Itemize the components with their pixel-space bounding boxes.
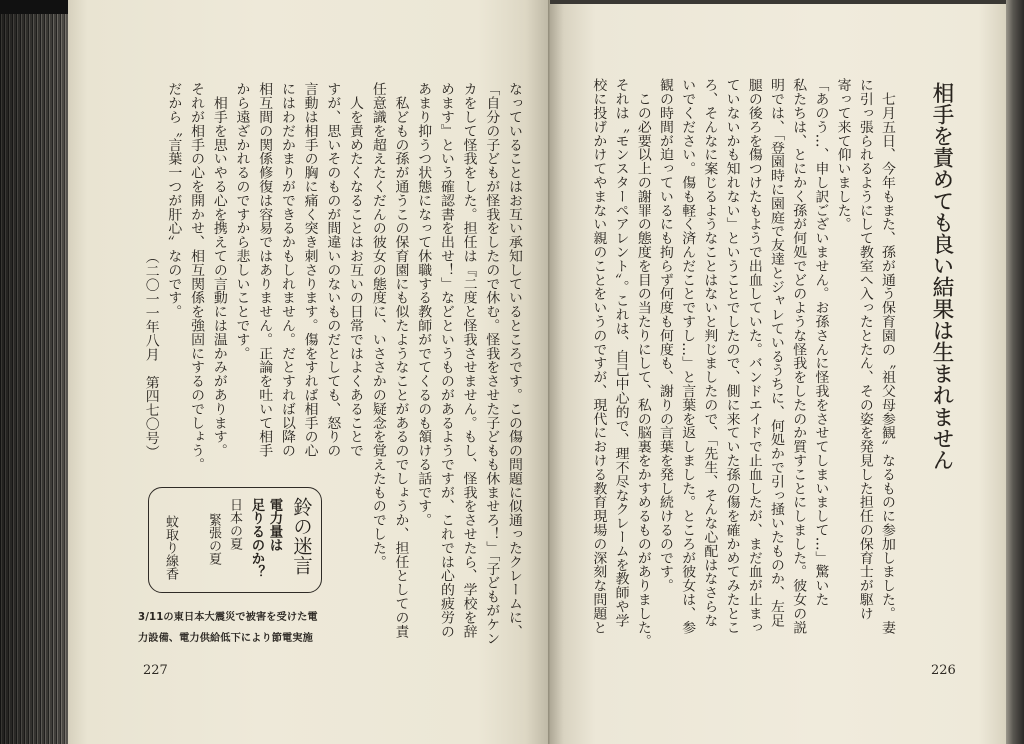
left-page-body-lower — [139, 82, 366, 472]
text-column: ていないかも知れない」ということでしたので、側に来ていた孫の傷を確かめてみたとこ — [723, 78, 740, 634]
text-column: だから〝言葉一つが肝心〟なのです。 — [165, 82, 182, 319]
text-column: すが、思いそのものが間違いのないものだとしても、怒りの — [324, 82, 341, 458]
text-column: 校に投げかけてやまない親のことをいうのですが、現代における教育現場の深刻な問題と — [590, 78, 607, 634]
text-column: カをして怪我をした。担任は『二度と怪我させません。もし、怪我をさせたら、学校を辞 — [460, 82, 477, 638]
text-column: 相互間の関係修復は容易ではありません。正論を吐いて相手 — [256, 82, 273, 458]
box-title: 鈴の迷言 — [290, 497, 313, 575]
page-number-left: 227 — [143, 663, 168, 678]
box-verse-line: 緊張の夏 — [206, 513, 221, 565]
text-column: 私たちは、とにかく孫が何処でどのような怪我をしたのか質すことにしました。彼女の説 — [790, 78, 807, 634]
text-column: 相手を思いやる心を携えての言動には温かみがあります。 — [210, 82, 227, 458]
box-heading-line: 電力量は — [267, 498, 282, 552]
text-column: にはわだかまりができるかもしれません。だとすれば以降の — [278, 82, 295, 458]
text-column: 観の時間が迫っているにも拘らず何度も何度も、謝りの言葉を発し続けるのです。 — [656, 78, 673, 593]
box-verse-line: 日本の夏 — [227, 498, 242, 550]
text-column: 「あのう…、申し訳ございません。お孫さんに怪我をさせてしまいまして…」驚いた — [812, 78, 829, 607]
page-top-edge — [550, 0, 1006, 4]
text-column: 明では、「登園時に園庭で友達とジャレているうちに、何処かで引っ掻いたものか、左足 — [767, 78, 784, 628]
text-column: 腿の後ろを傷つけたもようで出血していた。バンドエイドで止血したが、まだ血が止まっ — [745, 78, 762, 634]
box-author: 蚊取り線香 — [163, 515, 178, 580]
text-column: この必要以上の謝罪の態度を目の当たりにして、私の脳裏をかすめるものがありました。 — [634, 78, 651, 648]
text-column: 任意識を超えたくだんの彼女の態度に、いささかの疑念を覚えたものでした。 — [369, 82, 386, 569]
box-caption — [138, 607, 338, 649]
text-column: なっていることはお互い承知しているところです。この傷の問題に似通ったクレームに、 — [506, 82, 522, 638]
left-page-body-upper — [366, 82, 525, 648]
page-number-right: 226 — [931, 663, 956, 678]
text-column: から遠ざかれるのですから悲しいことです。 — [233, 82, 250, 360]
right-page-body — [587, 78, 898, 648]
text-column: 私どもの孫が通うこの保育園にも似たようなことがあるのでしょうか、担任としての責 — [392, 82, 409, 638]
caption-line: 3/11の東日本大震災で被害を受けた電 — [138, 612, 318, 623]
essay-title: 相手を責めても良い結果は生まれません — [929, 82, 954, 471]
text-column: 寄って来て仰いました。 — [834, 78, 851, 231]
text-column: それは〝モンスターペアレント〟。これは、自己中心的で、理不尽なクレームを教師や学 — [612, 78, 629, 628]
text-column: 七月五日、今年もまた、孫が通う保育園の〝祖父母参観〟なるものに参加しました。妻 — [879, 78, 895, 634]
text-column: あまり抑うつ状態になって休職する教師がでてくるのも頷ける話です。 — [415, 82, 432, 527]
text-column: に引っ張られるようにして教室へ入ったとたん、その姿を発見した担任の保育士が駆け — [856, 78, 873, 621]
text-column: 「自分の子どもが怪我をしたので休む。怪我をさせた子どもも休ませろ！」「子どもがケン — [483, 82, 500, 645]
text-column: 言動は相手の胸に痛く突き刺さります。傷をすれば相手の心 — [301, 82, 318, 458]
text-column: めます』という確認書を出せ！」などというものがあるようですが、これでは心的疲労の — [437, 82, 454, 638]
text-column: いでください。傷も軽く済んだことですし…」と言葉を返しました。ところが彼女は、参 — [679, 78, 696, 634]
haiku-box — [148, 487, 322, 593]
text-column: それが相手の心を開かせ、相互関係を強固にするのでしょう。 — [188, 82, 205, 472]
box-heading-line: 足りるのか？ — [249, 498, 264, 579]
publication-date: （二〇一一年八月 第四七〇号） — [142, 249, 159, 458]
text-column: 人を責めたくなることはお互いの日常ではよくあることで — [347, 82, 363, 458]
text-column: ろ、そんなに案じるようなことはないと判じましたので、「先生、そんな心配はなさらな — [701, 78, 718, 628]
book-right-edge — [1006, 0, 1024, 744]
caption-line: 力設備、電力供給低下により節電実施 — [138, 633, 313, 644]
book-gutter — [548, 0, 551, 744]
